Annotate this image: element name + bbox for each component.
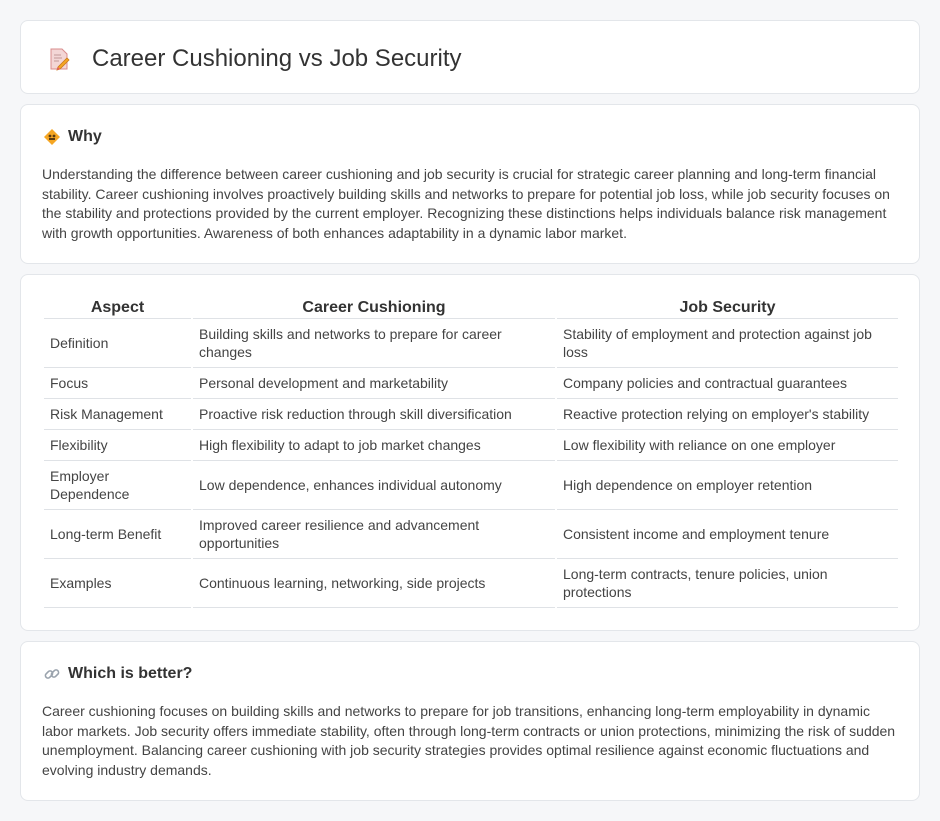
table-cell-aspect: Focus <box>44 368 191 399</box>
table-cell-career-cushioning: High flexibility to adapt to job market changes <box>193 430 555 461</box>
comparison-table <box>42 297 900 608</box>
table-row <box>44 510 898 559</box>
column-header-aspect: Aspect <box>44 297 191 319</box>
table-cell-career-cushioning: Proactive risk reduction through skill diversification <box>193 399 555 430</box>
document-edit-icon <box>47 47 71 71</box>
table-cell-job-security: Consistent income and employment tenure <box>557 510 898 559</box>
table-cell-aspect: Examples <box>44 559 191 608</box>
table-cell-job-security: Low flexibility with reliance on one employer <box>557 430 898 461</box>
diamond-sign-icon <box>43 128 61 146</box>
table-cell-career-cushioning: Low dependence, enhances individual autonomy <box>193 461 555 510</box>
table-row <box>44 399 898 430</box>
why-text: Understanding the difference between career cushioning and job security is crucial for strategic career planning and long-term financial stability. Career cushioning involves proactively building skills and networks to prepare for potential job loss, while job security focuses on the stability and protections provided by the current employer. Recognizing these distinctions helps individuals balance risk management with growth opportunities. Awareness of both enhances adaptability in a dynamic labor market. <box>42 166 890 241</box>
which-is-better-section <box>20 641 920 801</box>
table-cell-career-cushioning: Continuous learning, networking, side projects <box>193 559 555 608</box>
better-heading: Which is better? <box>68 665 193 682</box>
link-icon <box>43 665 61 683</box>
table-cell-career-cushioning: Building skills and networks to prepare for career changes <box>193 319 555 368</box>
header-card <box>20 20 920 94</box>
table-cell-aspect: Long-term Benefit <box>44 510 191 559</box>
comparison-section <box>20 274 920 631</box>
why-heading-row <box>43 127 102 147</box>
table-cell-aspect: Flexibility <box>44 430 191 461</box>
table-cell-career-cushioning: Personal development and marketability <box>193 368 555 399</box>
table-cell-aspect: Definition <box>44 319 191 368</box>
table-cell-aspect: Risk Management <box>44 399 191 430</box>
better-heading-row <box>43 664 192 684</box>
table-row <box>44 368 898 399</box>
table-cell-job-security: Stability of employment and protection against job loss <box>557 319 898 368</box>
table-row <box>44 319 898 368</box>
why-section <box>20 104 920 264</box>
table-cell-career-cushioning: Improved career resilience and advancement opportunities <box>193 510 555 559</box>
table-cell-job-security: Reactive protection relying on employer's stability <box>557 399 898 430</box>
table-header-row <box>44 297 898 319</box>
table-cell-job-security: High dependence on employer retention <box>557 461 898 510</box>
table-row <box>44 461 898 510</box>
table-cell-aspect: Employer Dependence <box>44 461 191 510</box>
table-row <box>44 559 898 608</box>
column-header-career-cushioning: Career Cushioning <box>193 297 555 319</box>
table-cell-job-security: Company policies and contractual guarantees <box>557 368 898 399</box>
page-title: Career Cushioning vs Job Security <box>92 45 462 72</box>
table-cell-job-security: Long-term contracts, tenure policies, union protections <box>557 559 898 608</box>
why-heading: Why <box>68 128 102 145</box>
table-row <box>44 430 898 461</box>
better-text: Career cushioning focuses on building skills and networks to prepare for job transitions, enhancing long-term employability in dynamic labor markets. Job security offers immediate stability, often through long-term contracts or union protections, minimizing the risk of sudden unemployment. Balancing career cushioning with job security strategies provides optimal resilience against economic fluctuations and evolving industry demands. <box>42 703 896 778</box>
column-header-job-security: Job Security <box>557 297 898 319</box>
